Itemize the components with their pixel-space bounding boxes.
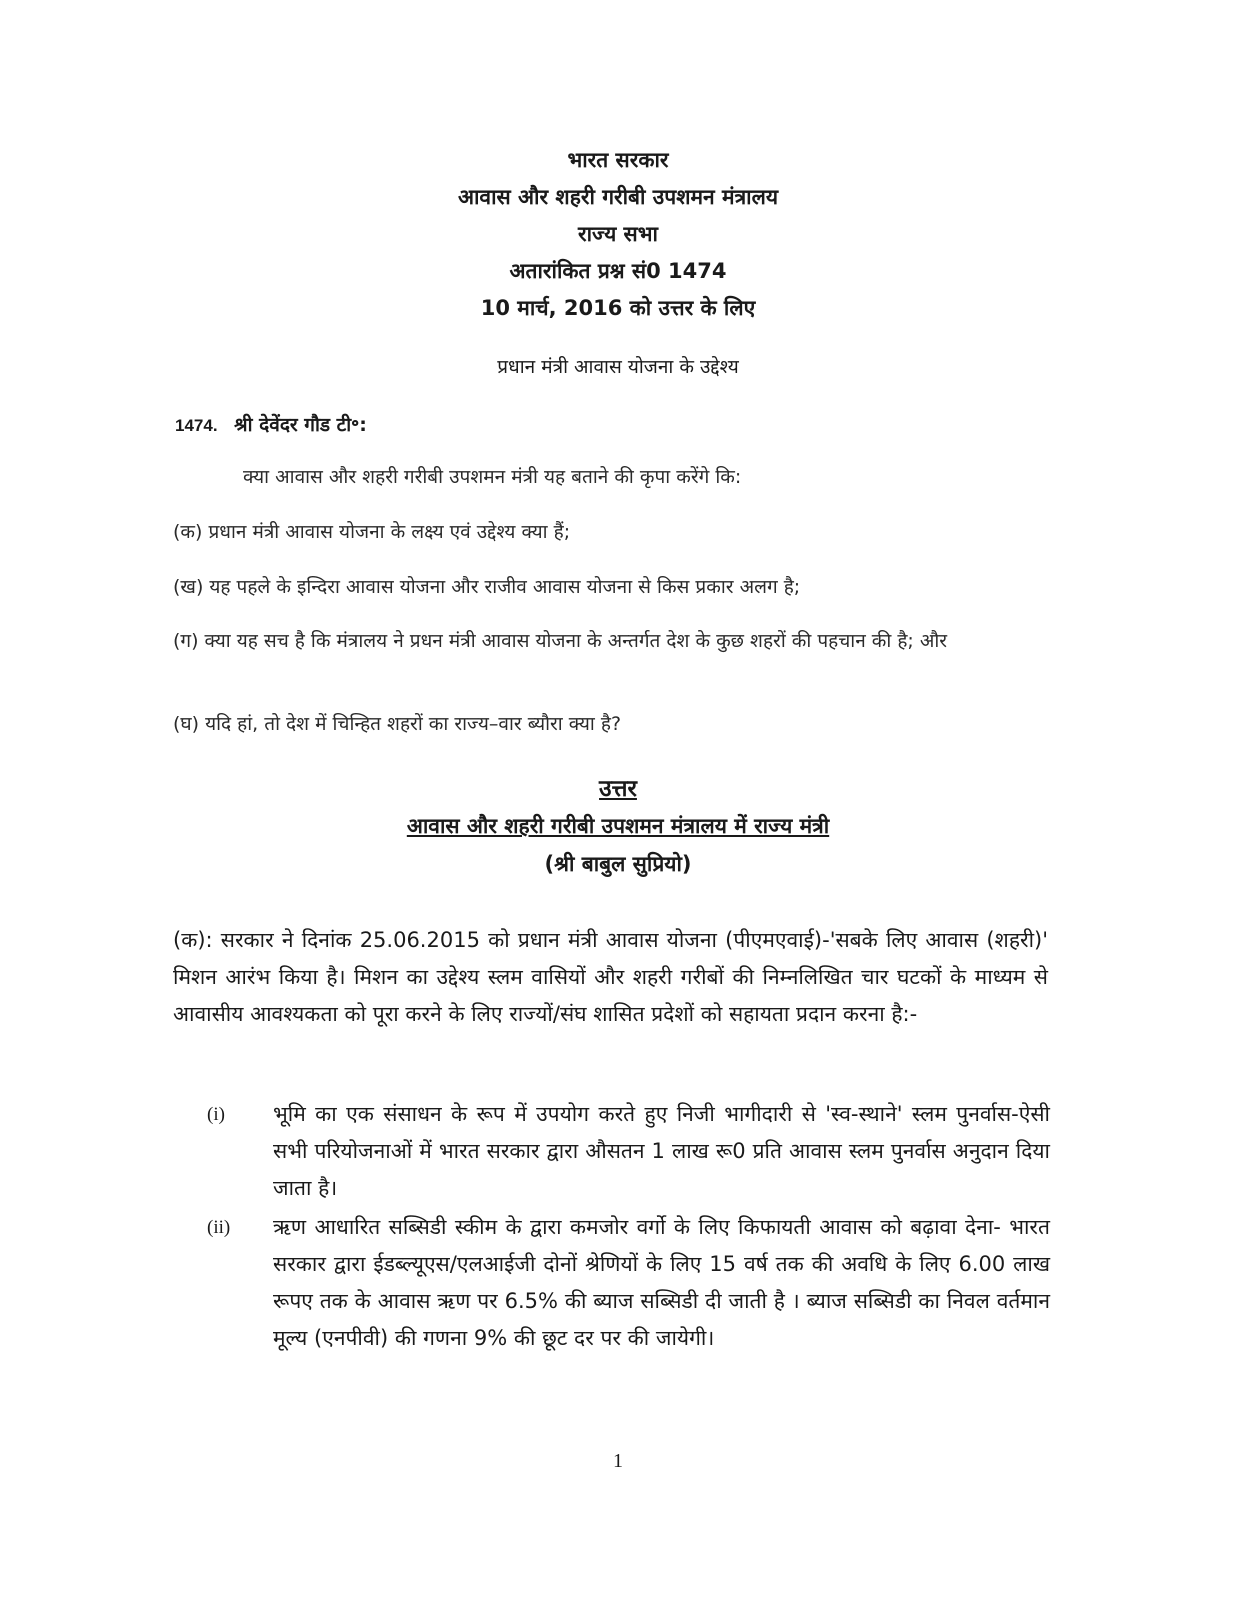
question-number: 1474. <box>175 416 218 435</box>
question-part-a: (क) प्रधान मंत्री आवास योजना के लक्ष्य एवं उद्देश्य क्या हैं; <box>173 521 571 543</box>
list-item-text: ऋण आधारित सब्सिडी स्कीम के द्वारा कमजोर वर्गो के लिए किफायती आवास को बढ़ावा देना- भारत सरकार द्वारा ईडब्ल्यूएस/एलआईजी दोनों श्रेणियों के लिए 15 वर्ष तक की अवधि के लिए 6.00 लाख रूपए तक के आवास ऋण पर 6.5% की ब्याज सब्सिडी दी जाती है । ब्याज सब्सिडी का निवल वर्तमान मूल्य (एनपीवी) की गणना 9% की छूट दर पर की जायेगी। <box>273 1215 1051 1350</box>
header-answer-date: 10 मार्च, 2016 को उत्तर के लिए <box>480 296 756 320</box>
question-part-b: (ख) यह पहले के इन्दिरा आवास योजना और राजीव आवास योजना से किस प्रकार अलग है; <box>173 576 801 598</box>
header-ministry: आवास और शहरी गरीबी उपशमन मंत्रालय <box>457 185 779 209</box>
answer-minister: आवास और शहरी गरीबी उपशमन मंत्रालय में राज्य मंत्री <box>406 814 830 838</box>
question-member-line <box>175 411 367 437</box>
question-part-d: (घ) यदि हां, तो देश में चिन्हित शहरों का राज्य–वार ब्यौरा क्या है? <box>173 713 622 735</box>
question-subject: प्रधान मंत्री आवास योजना के उद्देश्य <box>497 356 739 378</box>
document-header <box>0 142 1236 327</box>
answer-minister-name: (श्री बाबुल सुप्रियो) <box>544 852 692 876</box>
question-part-c: (ग) क्या यह सच है कि मंत्रालय ने प्रधन मंत्री आवास योजना के अन्तर्गत देश के कुछ शहरों की पहचान की है; और <box>173 630 948 652</box>
list-marker: (i) <box>207 1104 225 1125</box>
list-marker: (ii) <box>207 1217 231 1238</box>
list-item-text: भूमि का एक संसाधन के रूप में उपयोग करते हुए निजी भागीदारी से 'स्व-स्थाने' स्लम पुनर्वास-ऐसी सभी परियोजनाओं में भारत सरकार द्वारा औसतन 1 लाख रू0 प्रति आवास स्लम पुनर्वास अनुदान दिया जाता है। <box>273 1102 1050 1200</box>
question-intro: क्या आवास और शहरी गरीबी उपशमन मंत्री यह बताने की कृपा करेंगे कि: <box>243 466 742 488</box>
answer-title: उत्तर <box>599 776 637 802</box>
header-house: राज्य सभा <box>578 222 658 246</box>
page-number: 1 <box>613 1450 623 1472</box>
answer-paragraph: (क): सरकार ने दिनांक 25.06.2015 को प्रधान मंत्री आवास योजना (पीएमएवाई)-'सबके लिए आवास (शहरी)' मिशन आरंभ किया है। मिशन का उद्देश्य स्लम वासियों और शहरी गरीबों की निम्नलिखित चार घटकों के माध्यम से आवासीय आवश्यकता को पूरा करने के लिए राज्यों/संघ शासित प्रदेशों को सहायता प्रदान करना है:- <box>173 928 1048 1026</box>
member-name: श्री देवेंदर गौड टी॰: <box>234 414 367 436</box>
header-government: भारत सरकार <box>567 148 669 172</box>
header-question-number: अतारांकित प्रश्न सं0 1474 <box>509 259 727 283</box>
